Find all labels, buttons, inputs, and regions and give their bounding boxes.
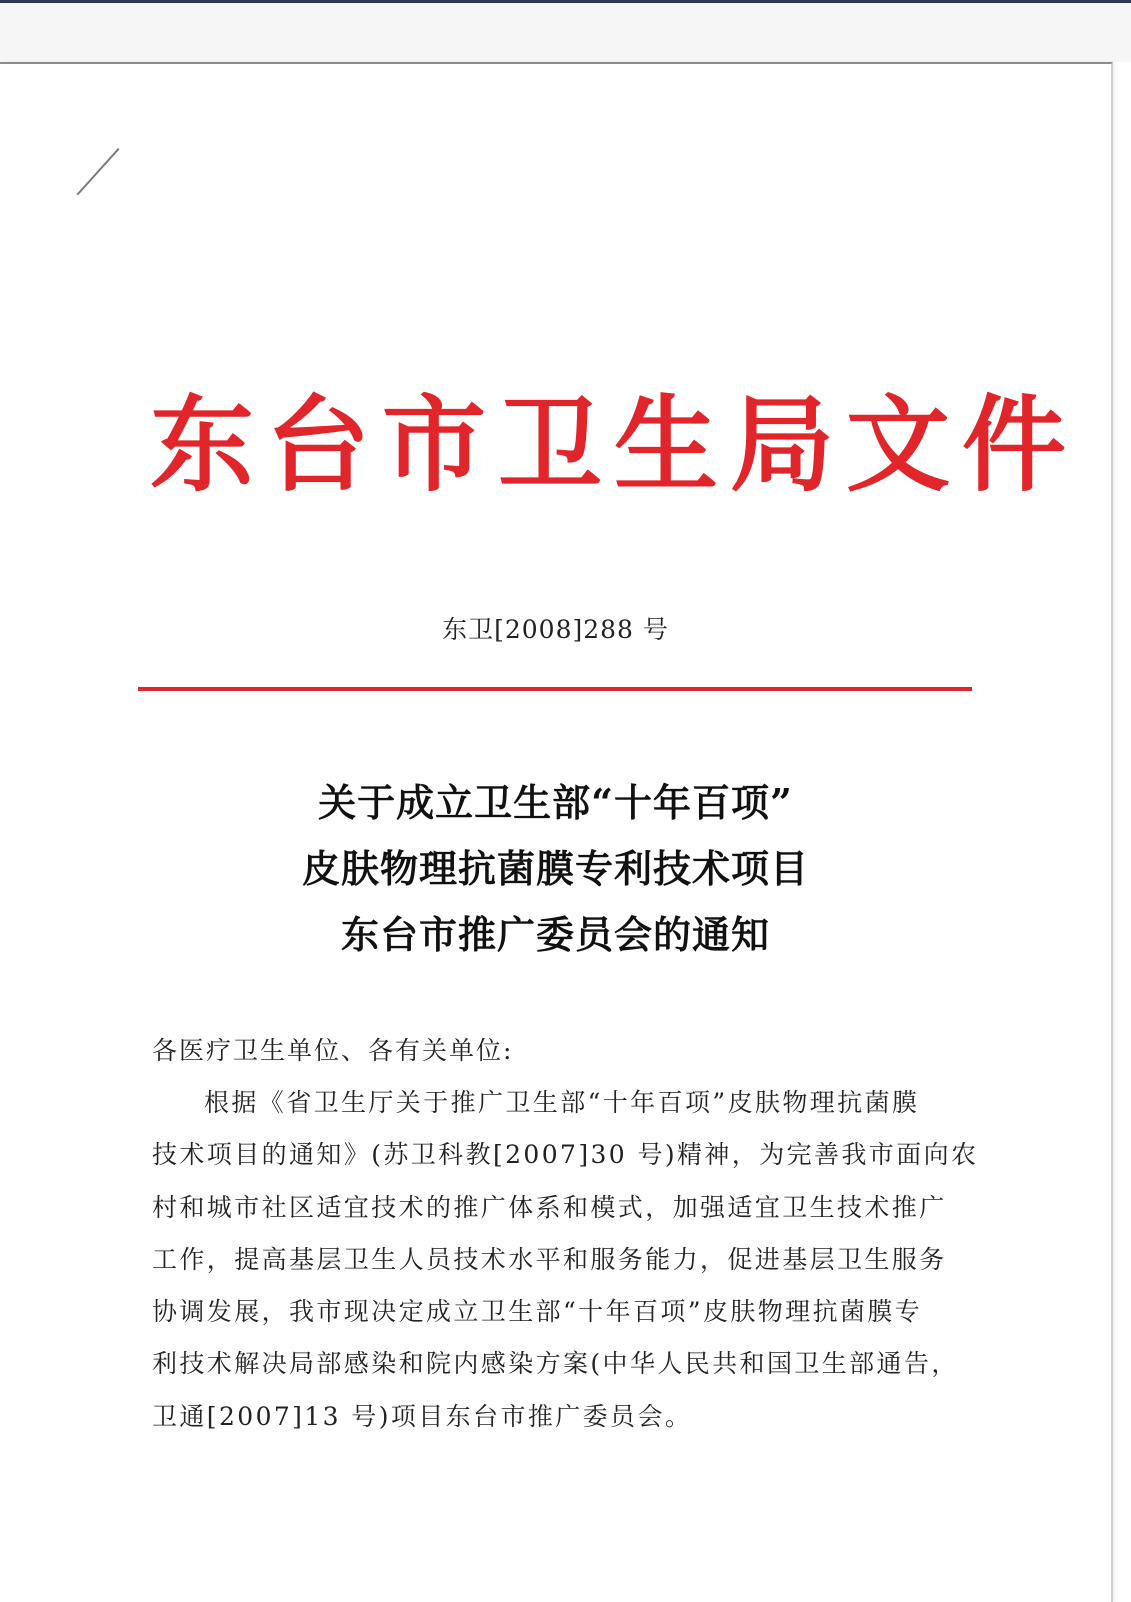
- body-line-2: 技术项目的通知》(苏卫科教[2007]30 号)精神，为完善我市面向农: [152, 1140, 979, 1170]
- document-header-title: 东台市卫生局文件: [150, 383, 1079, 506]
- body-line-1: 根据《省卫生厅关于推广卫生部“十年百项”皮肤物理抗菌膜: [204, 1088, 920, 1117]
- title-line-3: 东台市推广委员会的通知: [340, 912, 770, 957]
- body-line-4: 工作，提高基层卫生人员技术水平和服务能力，促进基层卫生服务: [152, 1244, 947, 1274]
- scan-background: [0, 0, 1131, 62]
- body-line-6: 利技术解决局部感染和院内感染方案(中华人民共和国卫生部通告，: [152, 1349, 959, 1379]
- document-body: [152, 1025, 979, 1443]
- header-divider-line: [138, 687, 972, 691]
- body-line-5: 协调发展，我市现决定成立卫生部“十年百项”皮肤物理抗菌膜专: [152, 1297, 923, 1327]
- document-title: [0, 770, 1111, 968]
- body-line-7: 卫通[2007]13 号)项目东台市推广委员会。: [152, 1401, 693, 1431]
- document-number: 东卫[2008]288 号: [442, 615, 669, 644]
- body-paragraph: [152, 1077, 979, 1443]
- body-line-3: 村和城市社区适宜技术的推广体系和模式，加强适宜卫生技术推广: [152, 1192, 947, 1222]
- title-line-2: 皮肤物理抗菌膜专利技术项目: [301, 846, 809, 891]
- salutation: 各医疗卫生单位、各有关单位:: [152, 1036, 514, 1065]
- title-line-1: 关于成立卫生部“十年百项”: [318, 780, 793, 825]
